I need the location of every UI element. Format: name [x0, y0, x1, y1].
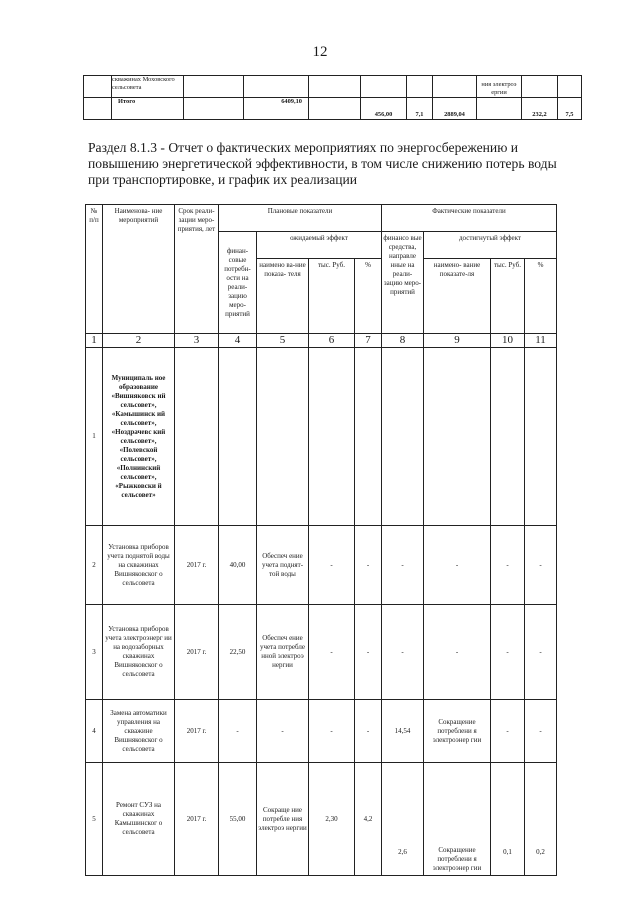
row-term: 2017 г. [175, 526, 219, 605]
top-total-v2: 456,00 [361, 98, 407, 120]
row-plan-fin: 40,00 [219, 526, 257, 605]
header-fact: Фактические показатели [382, 205, 557, 232]
header-fact-eff-pct: % [525, 259, 557, 334]
header-plan-eff-pct: % [355, 259, 382, 334]
column-number-row [86, 334, 557, 348]
header-name: Наименова- ние мероприятий [103, 205, 175, 334]
row-fact-eff-pct: - [525, 605, 557, 700]
row-plan-eff-rub: - [309, 605, 355, 700]
header-fact-fin: финансо вые средства, направле нные на реали- зацию меро- приятий [382, 232, 424, 334]
row-plan-eff-name: Обеспеч ение учета потребле нной электроэ нергии [257, 605, 309, 700]
row-plan-eff-pct: - [355, 605, 382, 700]
row-plan-eff-pct: 4,2 [355, 763, 382, 876]
row-plan-eff-name: Сокраще ние потребле ния электроэ нергии [257, 763, 309, 876]
top-total-v3: 7,1 [407, 98, 433, 120]
row-num: 3 [86, 605, 103, 700]
table-row [86, 763, 557, 876]
table-row [86, 700, 557, 763]
row-fact-eff-name: Сокращение потреблени я электроэнер гии [424, 700, 491, 763]
row-num: 1 [86, 348, 103, 526]
top-total-v5: 232,2 [522, 98, 558, 120]
col-number: 9 [424, 334, 491, 348]
row-plan-eff-name: - [257, 700, 309, 763]
header-plan: Плановые показатели [219, 205, 382, 232]
row-fact-fin: 14,54 [382, 700, 424, 763]
col-number: 5 [257, 334, 309, 348]
row-plan-eff-rub: - [309, 700, 355, 763]
row-name: Муниципаль ное образование «Вишняковск ий сельсовет», «Камышинск ий сельсовет», «Ноздрачевс кий сельсовет», «Полевской сельсовет», «Полнинский сельсовет», «Рыжковски й сельсовет» [103, 348, 175, 526]
top-total-v4: 2889,04 [433, 98, 477, 120]
row-num: 2 [86, 526, 103, 605]
row-plan-eff-rub: - [309, 526, 355, 605]
row-plan-eff-pct: - [355, 526, 382, 605]
row-num: 4 [86, 700, 103, 763]
top-cell [84, 76, 112, 98]
table-row [86, 348, 557, 526]
row-term: 2017 г. [175, 605, 219, 700]
col-number: 2 [103, 334, 175, 348]
row-fact-eff-pct: - [525, 526, 557, 605]
row-plan-fin: - [219, 700, 257, 763]
top-total-v6: 7,5 [558, 98, 582, 120]
row-fact-fin: 2,6 [382, 763, 424, 876]
report-table [85, 204, 557, 876]
row-fact-fin: - [382, 605, 424, 700]
page-number: 12 [312, 44, 328, 60]
top-row1-name: скважинах Моховского сельсовета [112, 76, 184, 98]
row-fact-eff-rub: - [491, 700, 525, 763]
header-fact-eff-name: наимено- вание показате-ля [424, 259, 491, 334]
previous-table-fragment [83, 75, 582, 120]
row-name: Установка приборов учета поднятой воды на скважинах Вишняковског о сельсовета [103, 526, 175, 605]
row-name: Установка приборов учета электроэнерг ии на водозаборных скважинах Вишняковског о сельсовета [103, 605, 175, 700]
row-plan-eff-rub: 2,30 [309, 763, 355, 876]
row-term: 2017 г. [175, 763, 219, 876]
row-name: Замена автоматики управления на скважине Вишняковског о сельсовета [103, 700, 175, 763]
table-row [86, 605, 557, 700]
header-plan-eff-name: наимено ва-ние показа- теля [257, 259, 309, 334]
row-fact-eff-name: Сокращение потреблени я электроэнер гии [424, 763, 491, 876]
row-term: 2017 г. [175, 700, 219, 763]
row-fact-eff-pct: - [525, 700, 557, 763]
section-heading: Раздел 8.1.3 - Отчет о фактических мероприятиях по энергосбережению и повышению энергетической эффективности, в том числе снижению потерь воды при транспортировке, и график их реализации [88, 140, 557, 187]
row-fact-eff-name: - [424, 526, 491, 605]
col-number: 11 [525, 334, 557, 348]
row-plan-fin: 22,50 [219, 605, 257, 700]
col-number: 7 [355, 334, 382, 348]
row-fact-eff-rub: 0,1 [491, 763, 525, 876]
top-total-label: Итого [112, 98, 184, 120]
header-fact-eff-rub: тыс. Руб. [491, 259, 525, 334]
row-plan-eff-pct: - [355, 700, 382, 763]
row-plan-eff-name: Обеспеч ение учета поднят-той воды [257, 526, 309, 605]
table-row [86, 526, 557, 605]
row-name: Ремонт СУЗ на скважинах Камышинског о сельсовета [103, 763, 175, 876]
row-num: 5 [86, 763, 103, 876]
header-plan-effect: ожидаемый эффект [257, 232, 382, 259]
row-fact-eff-rub: - [491, 526, 525, 605]
header-plan-fin: финан- совые потребн- ости на реали- зацию меро- приятий [219, 232, 257, 334]
col-number: 8 [382, 334, 424, 348]
row-fact-eff-rub: - [491, 605, 525, 700]
header-num: № п/п [86, 205, 103, 334]
row-fact-fin: - [382, 526, 424, 605]
header-fact-effect: достигнутый эффект [424, 232, 557, 259]
top-total-v1: 6409,10 [244, 98, 309, 120]
col-number: 4 [219, 334, 257, 348]
row-fact-eff-pct: 0,2 [525, 763, 557, 876]
row-fact-eff-name: - [424, 605, 491, 700]
header-term: Срок реали- зации меро- приятия, лет [175, 205, 219, 334]
col-number: 6 [309, 334, 355, 348]
col-number: 10 [491, 334, 525, 348]
col-number: 1 [86, 334, 103, 348]
header-plan-eff-rub: тыс. Руб. [309, 259, 355, 334]
row-plan-fin: 55,00 [219, 763, 257, 876]
top-row1-col9: ния электроэ ергии [477, 76, 522, 98]
col-number: 3 [175, 334, 219, 348]
